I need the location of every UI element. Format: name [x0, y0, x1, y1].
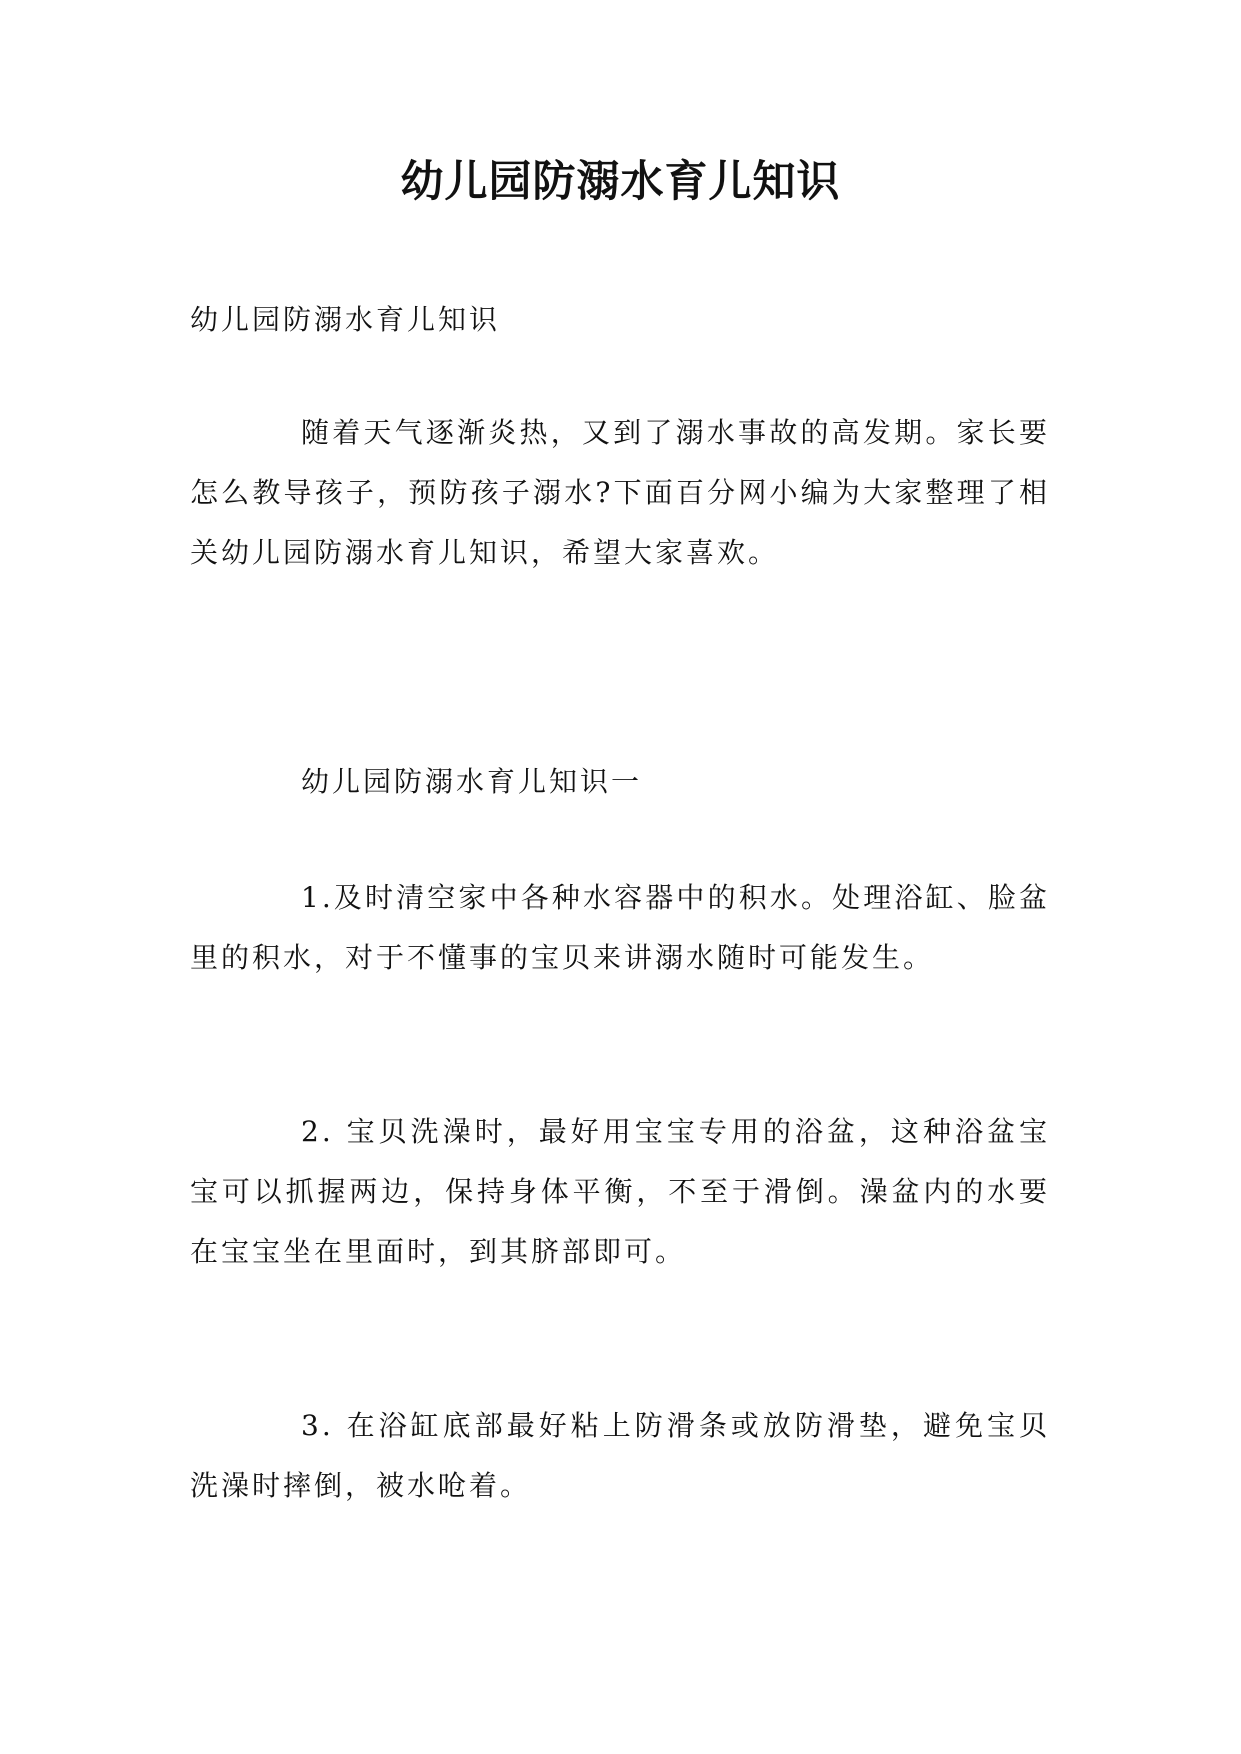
intro-paragraph: 随着天气逐渐炎热，又到了溺水事故的高发期。家长要怎么教导孩子，预防孩子溺水?下面百分网小编为大家整理了相关幼儿园防溺水育儿知识，希望大家喜欢。	[190, 416, 1050, 569]
list-item: 3. 在浴缸底部最好粘上防滑条或放防滑垫，避免宝贝洗澡时摔倒，被水呛着。	[190, 1409, 1050, 1502]
section-heading: 幼儿园防溺水育儿知识一	[301, 765, 643, 798]
list-item: 1.及时清空家中各种水容器中的积水。处理浴缸、脸盆里的积水，对于不懂事的宝贝来讲溺水随时可能发生。	[190, 881, 1050, 974]
list-item: 2. 宝贝洗澡时，最好用宝宝专用的浴盆，这种浴盆宝宝可以抓握两边，保持身体平衡，不至于滑倒。澡盆内的水要在宝宝坐在里面时，到其脐部即可。	[190, 1115, 1050, 1268]
document-subtitle: 幼儿园防溺水育儿知识	[190, 303, 501, 336]
document-title: 幼儿园防溺水育儿知识	[400, 157, 841, 207]
